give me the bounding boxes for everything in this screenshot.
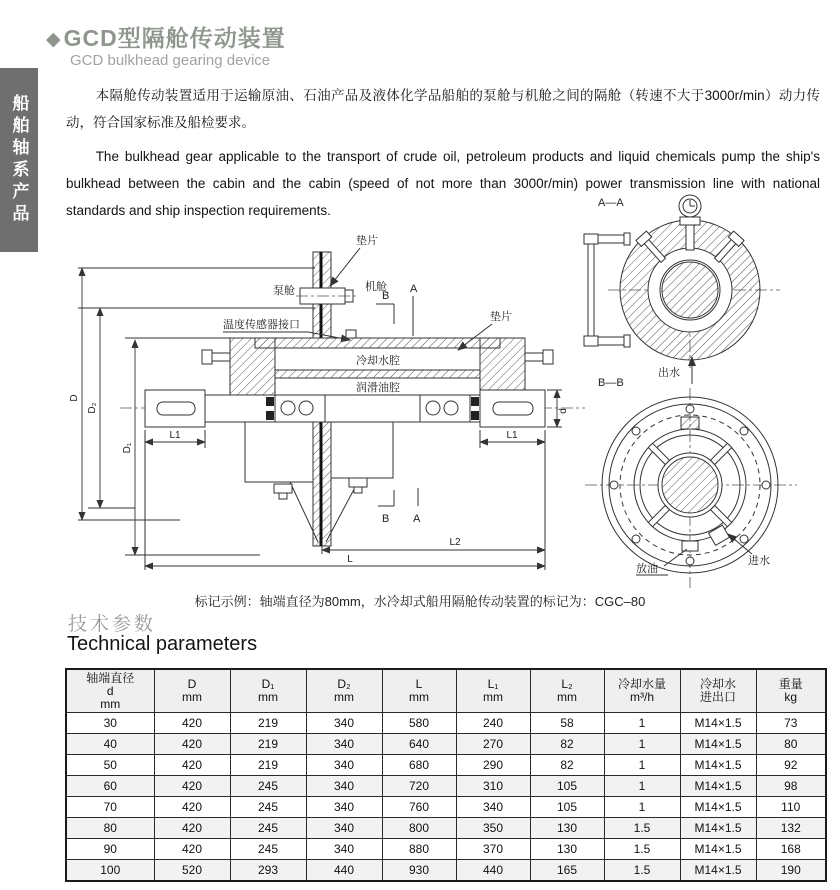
dim-label-d: d (558, 408, 569, 414)
table-cell: 58 (530, 713, 604, 734)
label-gasket-right: 垫片 (490, 311, 512, 323)
table-cell: 1 (604, 713, 680, 734)
table-cell: 800 (382, 818, 456, 839)
table-cell: M14×1.5 (680, 755, 756, 776)
table-cell: 310 (456, 776, 530, 797)
table-cell: 340 (456, 797, 530, 818)
table-cell: 420 (154, 818, 230, 839)
table-cell: 245 (230, 776, 306, 797)
table-cell: 245 (230, 797, 306, 818)
dim-label-L2: L2 (449, 537, 461, 548)
table-cell: 1.5 (604, 818, 680, 839)
table-cell: 420 (154, 713, 230, 734)
table-cell: 520 (154, 860, 230, 882)
table-cell: 70 (66, 797, 154, 818)
table-cell: 90 (66, 839, 154, 860)
table-cell: 40 (66, 734, 154, 755)
table-header-row (66, 669, 826, 713)
label-pump-cabin: 泵舱 (273, 285, 295, 297)
table-row (66, 797, 826, 818)
table-row (66, 776, 826, 797)
intro-paragraph-cn: 本隔舱传动装置适用于运输原油、石油产品及液体化学品船舶的泵舱与机舱之间的隔舱（转速不大于3000r/min）动力传动，符合国家标准及船检要求。 (66, 88, 820, 130)
table-cell: 80 (66, 818, 154, 839)
label-cooling-chamber: 冷却水腔 (356, 355, 400, 367)
table-row (66, 755, 826, 776)
label-water-in: 进水 (748, 555, 770, 567)
table-cell: 105 (530, 797, 604, 818)
section-mark-a-top: A (410, 283, 418, 295)
view-label-aa: A—A (598, 197, 624, 209)
table-header-cell: 轴端直径 d mm (66, 669, 154, 713)
dim-label-D1: D₁ (122, 442, 133, 454)
table-cell: 1 (604, 755, 680, 776)
table-cell: 420 (154, 734, 230, 755)
table-cell: 190 (756, 860, 826, 882)
table-cell: 640 (382, 734, 456, 755)
table-header-cell: 冷却水量 m³/h (604, 669, 680, 713)
table-cell: 340 (306, 818, 382, 839)
table-cell: 240 (456, 713, 530, 734)
table-cell: 130 (530, 818, 604, 839)
table-cell: 60 (66, 776, 154, 797)
table-cell: 270 (456, 734, 530, 755)
table-row (66, 860, 826, 882)
table-cell: 340 (306, 713, 382, 734)
table-body (66, 713, 826, 882)
table-cell: 219 (230, 734, 306, 755)
table-cell: 82 (530, 755, 604, 776)
table-cell: 1 (604, 734, 680, 755)
table-cell: 290 (456, 755, 530, 776)
label-gasket-top: 垫片 (356, 235, 378, 247)
table-cell: 73 (756, 713, 826, 734)
section-view-bb (585, 377, 797, 588)
table-cell: 80 (756, 734, 826, 755)
label-temp-sensor: 温度传感器接口 (223, 319, 300, 331)
table-cell: 350 (456, 818, 530, 839)
table-cell: M14×1.5 (680, 818, 756, 839)
table-cell: 370 (456, 839, 530, 860)
section-title-en: Technical parameters (67, 633, 258, 655)
page-title (46, 20, 286, 53)
table-header-cell: D₂ mm (306, 669, 382, 713)
table-cell: 50 (66, 755, 154, 776)
table-cell: 130 (530, 839, 604, 860)
table-cell: 680 (382, 755, 456, 776)
table-cell: 245 (230, 818, 306, 839)
sidebar-category-label: 船舶轴系产品 (9, 94, 29, 226)
page-title-text: GCD型隔舱传动装置 (63, 25, 286, 51)
dim-label-D: D (69, 394, 80, 402)
dim-label-D2: D₂ (87, 402, 98, 414)
table-cell: 420 (154, 839, 230, 860)
table-row (66, 818, 826, 839)
intro-paragraph-en: The bulkhead gear applicable to the transport of crude oil, petroleum products and liquid chemicals pump the ship's bulkhead between the cabin and the cabin (speed of not more than 3000r/min) power transmission line with national standards and ship inspection requirements. (66, 149, 820, 218)
label-engine-cabin: 机舱 (365, 281, 387, 293)
technical-drawing-svg (60, 190, 840, 600)
sidebar-category-tab (0, 68, 38, 252)
table-cell: M14×1.5 (680, 839, 756, 860)
dim-label-L1-right: L1 (506, 430, 518, 441)
table-header-cell: L₁ mm (456, 669, 530, 713)
table-cell: 110 (756, 797, 826, 818)
technical-drawing (60, 190, 840, 600)
table-cell: 340 (306, 839, 382, 860)
table-cell: 420 (154, 797, 230, 818)
table-cell: 880 (382, 839, 456, 860)
label-oil-drain: 放油 (636, 563, 658, 575)
table-row (66, 839, 826, 860)
table-cell: 440 (306, 860, 382, 882)
section-mark-a-bottom: A (413, 513, 421, 525)
table-header-cell: 冷却水 进出口 (680, 669, 756, 713)
table-cell: 340 (306, 776, 382, 797)
table-cell: 1 (604, 797, 680, 818)
table-cell: 340 (306, 734, 382, 755)
section-mark-b-top: B (382, 290, 390, 302)
table-cell: 1.5 (604, 839, 680, 860)
section-mark-b-bottom: B (382, 513, 390, 525)
dim-label-L: L (347, 554, 353, 565)
table-cell: 720 (382, 776, 456, 797)
table-cell: 245 (230, 839, 306, 860)
table-header-cell: D mm (154, 669, 230, 713)
table-header-cell: L mm (382, 669, 456, 713)
table-cell: 580 (382, 713, 456, 734)
section-view-aa (584, 195, 780, 384)
table-cell: 420 (154, 776, 230, 797)
table-row (66, 713, 826, 734)
table-cell: M14×1.5 (680, 734, 756, 755)
table-cell: 760 (382, 797, 456, 818)
table-cell: M14×1.5 (680, 860, 756, 882)
page-subtitle: GCD bulkhead gearing device (70, 52, 271, 69)
main-section-view (69, 233, 585, 570)
technical-parameters-table (65, 668, 827, 882)
table-cell: 1 (604, 776, 680, 797)
table-cell: 165 (530, 860, 604, 882)
table-cell: M14×1.5 (680, 797, 756, 818)
diamond-bullet-icon: ◆ (46, 29, 62, 50)
table-cell: 340 (306, 755, 382, 776)
table-cell: 219 (230, 713, 306, 734)
table-cell: 92 (756, 755, 826, 776)
table-cell: 293 (230, 860, 306, 882)
table-cell: 219 (230, 755, 306, 776)
marking-example-caption: 标记示例：轴端直径为80mm，水冷却式船用隔舱传动装置的标记为：CGC–80 (194, 594, 646, 609)
table-cell: 1.5 (604, 860, 680, 882)
view-label-bb: B—B (598, 377, 624, 389)
table-cell: 132 (756, 818, 826, 839)
table-header-cell: D₁ mm (230, 669, 306, 713)
table-cell: 105 (530, 776, 604, 797)
table-cell: 340 (306, 797, 382, 818)
table-header-cell: L₂ mm (530, 669, 604, 713)
table-cell: 98 (756, 776, 826, 797)
table-cell: 168 (756, 839, 826, 860)
table-cell: 100 (66, 860, 154, 882)
table-cell: M14×1.5 (680, 776, 756, 797)
table-cell: 420 (154, 755, 230, 776)
table-cell: 82 (530, 734, 604, 755)
section-title-cn: 技术参数 (68, 614, 157, 635)
table-cell: 930 (382, 860, 456, 882)
table-header-cell: 重量 kg (756, 669, 826, 713)
label-oil-chamber: 润滑油腔 (356, 382, 400, 394)
table-row (66, 734, 826, 755)
table-cell: M14×1.5 (680, 713, 756, 734)
dim-label-L1-left: L1 (169, 430, 181, 441)
label-water-out: 出水 (658, 367, 680, 379)
table-cell: 30 (66, 713, 154, 734)
table-cell: 440 (456, 860, 530, 882)
